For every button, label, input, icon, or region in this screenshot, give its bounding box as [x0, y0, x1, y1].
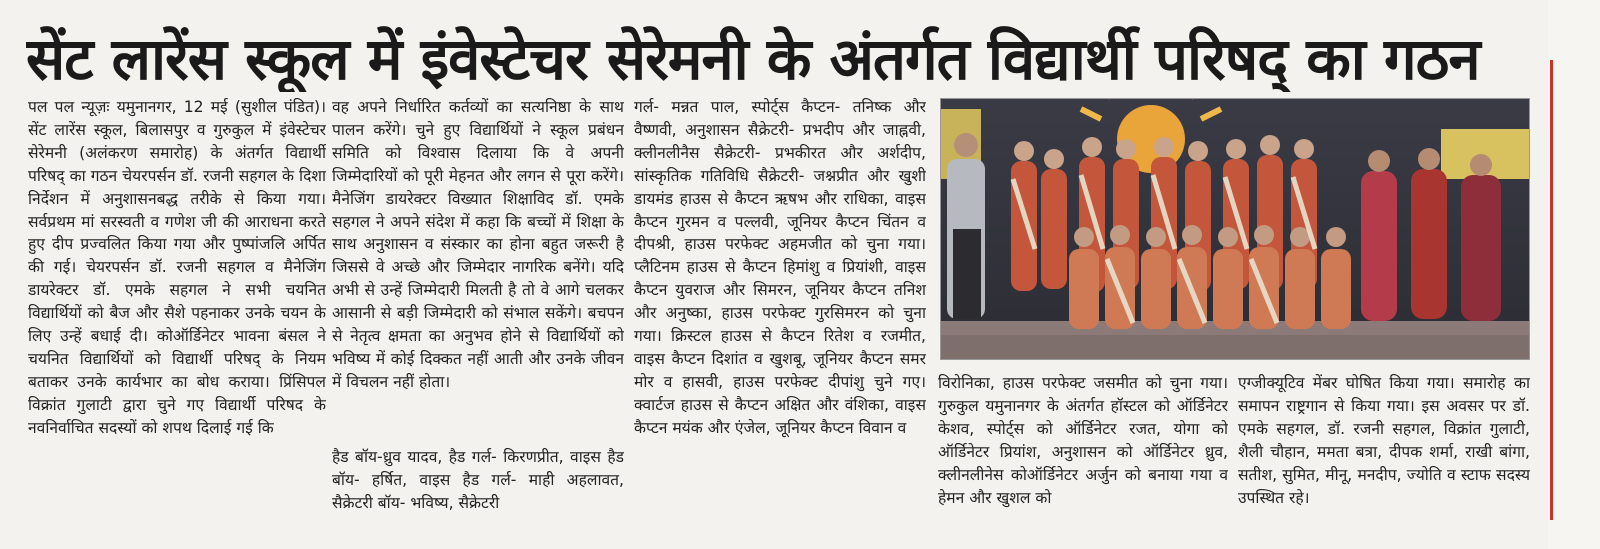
article-column-2: वह अपने निर्धारित कर्तव्यों का सत्यनिष्ठा के साथ पालन करेंगे। चुने हुए विद्यार्थियों ने स्कूल प्रबंधन समिति को विश्वास दिलाया कि वे अपनी जिम्मेदारियों को पूरी मेहनत और लगन से पूरा करेंगे। मैनेजिंग डायरेक्टर विख्यात शिक्षाविद डॉ. एमके सहगल ने अपने संदेश में कहा कि बच्चों में शिक्षा के साथ अनुशासन व संस्कार का होना बहुत जरूरी है जिससे वे अच्छे और जिम्मेदार नागरिक बनेंगे। यदि अभी से उन्हें जिम्मेदारी मिलती है तो वे आगे चलकर आसानी से बड़ी जिम्मेदारी को संभाल सकेंगे। बचपन से नेतृत्व क्षमता का अनुभव होने से विद्यार्थियों को भविष्य में कोई दिक्कत नहीं आती और उनके जीवन में विचलन नहीं होता।	[332, 98, 624, 391]
group-photo-image	[940, 98, 1530, 360]
article-column-5: एग्जीक्यूटिव मेंबर घोषित किया गया। समारोह का समापन राष्ट्रगान से किया गया। इस अवसर पर डॉ. एमके सहगल, डॉ. रजनी सहगल, विक्रांत गुलाटी, शैली चौहान, ममता बत्रा, दीपक शर्मा, राखी बांगा, सतीश, सुमित, मीनू, मनदीप, ज्योति व स्टाफ सदस्य उपस्थित रहे।	[1238, 374, 1530, 507]
previous-article-strip	[0, 0, 1600, 8]
adjacent-article-strip	[1548, 0, 1600, 549]
article-column-1: पल पल न्यूज़ः यमुनानगर, 12 मई (सुशील पंडित)। सेंट लारेंस स्कूल, बिलासपुर व गुरुकुल में इंवेस्टेचर सेरेमनी (अलंकरण समारोह) के अंतर्गत विद्यार्थी परिषद् का गठन चेयरपर्सन डॉ. रजनी सहगल के दिशा निर्देशन में अनुशासनबद्ध तरीके से किया गया। सर्वप्रथम मां सरस्वती व गणेश जी की आराधना करते हुए दीप प्रज्वलित किया गया और पुष्पांजलि अर्पित की गई। चेयरपर्सन डॉ. रजनी सहगल व मैनेजिंग डायरेक्टर डॉ. एमके सहगल ने सभी चयनित विद्यार्थियों को बैज और सैशे पहनाकर उनके चयन के लिए उन्हें बधाई दी। कोऑर्डिनेटर भावना बंसल ने चयनित विद्यार्थियों को विद्यार्थी परिषद् के नियम बताकर उनके कार्यभार का बोध कराया। प्रिंसिपल विक्रांत गुलाटी द्वारा चुने गए विद्यार्थी परिषद के नवनिर्वाचित सदस्यों को शपथ दिलाई गई कि	[28, 98, 326, 437]
photo-illustration	[941, 99, 1530, 360]
red-column-rule	[1550, 60, 1553, 520]
article-column-4: विरोनिका, हाउस परफेक्ट जसमीत को चुना गया। गुरुकुल यमुनानगर के अंतर्गत हॉस्टल को ऑर्डिनेटर केशव, स्पोर्ट्स को ऑर्डिनेटर रजत, योगा को ऑर्डिनेटर प्रियांश, अनुशासन को ऑर्डिनेटर ध्रुव, क्लीनलीनेस कोऑर्डिनेटर अर्जुन को बनाया गया व हेमन और खुशल को	[938, 374, 1228, 507]
headline: सेंट लारेंस स्कूल में इंवेस्टेचर सेरेमनी के अंतर्गत विद्यार्थी परिषद् का गठन	[26, 26, 1480, 92]
article-column-3: गर्ल- मन्नत पाल, स्पोर्ट्स कैप्टन- तनिष्क और वैष्णवी, अनुशासन सैक्रेटरी- प्रभदीप और जाह्नवी, क्लीनलीनैस सैक्रेटरी- प्रभकीरत और अर्शदीप, सांस्कृतिक गतिविधि सैक्रेटरी- जश्नप्रीत और खुशी डायमंड हाउस से कैप्टन ऋषभ और राधिका, वाइस कैप्टन गुरमन व पल्लवी, जूनियर कैप्टन चिंतन व दीपश्री, हाउस परफेक्ट अहमजीत को चुना गया। प्लैटिनम हाउस से कैप्टन हिमांशु व प्रियांशी, वाइस कैप्टन युवराज और सिमरन, जूनियर कैप्टन तनिश और अनुष्का, हाउस परफेक्ट गुरसिमरन को चुना गया। क्रिस्टल हाउस से कैप्टन रितेश व रजमीत, वाइस कैप्टन दिशांत व खुशबू, जूनियर कैप्टन समर मोर व हासवी, हाउस परफेक्ट दीपांशु चुने गए। क्वार्टज हाउस से कैप्टन अक्षित और वंशिका, वाइस कैप्टन मयंक और एंजेल, जूनियर कैप्टन विवान व	[634, 98, 926, 437]
article-column-2-list: हैड बॉय-ध्रुव यादव, हैड गर्ल- किरणप्रीत, वाइस हैड बॉय- हर्षित, वाइस हैड गर्ल- माही अहलावत, सैक्रेटरी बॉय- भविष्य, सैक्रेटरी	[332, 448, 624, 512]
